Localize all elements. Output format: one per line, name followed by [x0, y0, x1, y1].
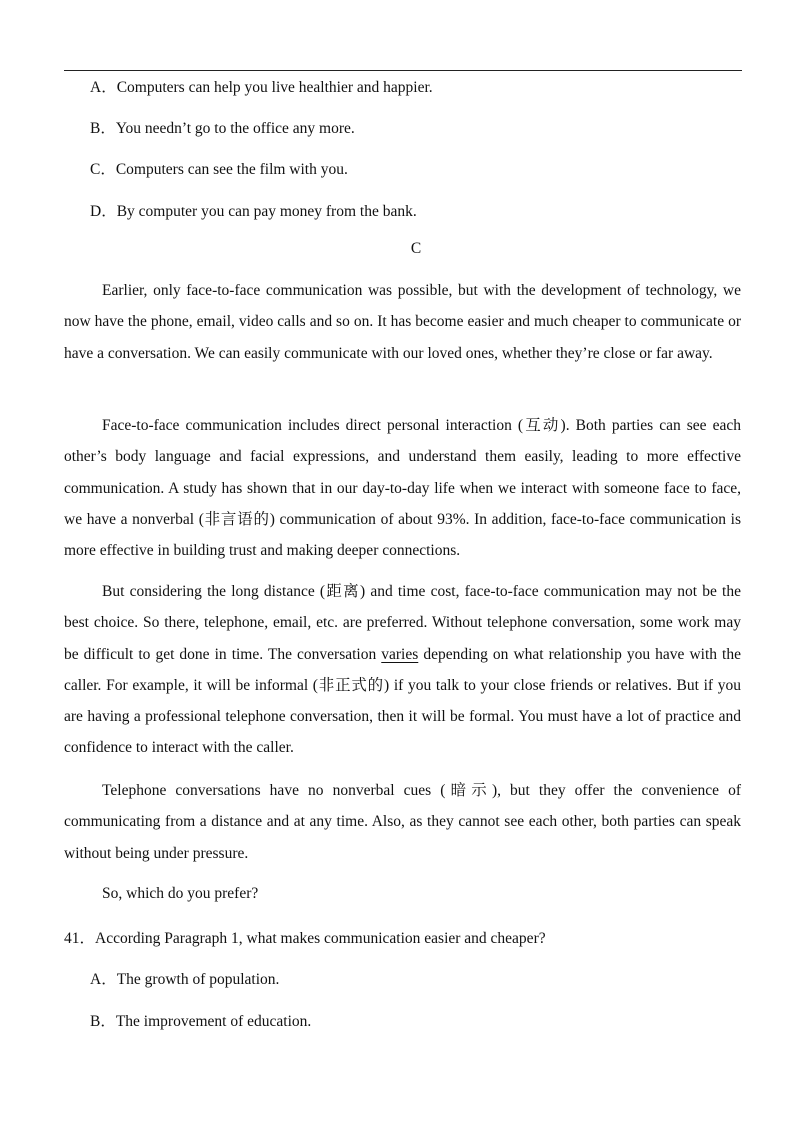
question-41-option-a: A．The growth of population. [90, 971, 280, 988]
prev-option-c: C．Computers can see the film with you. [90, 161, 348, 178]
section-label: C [410, 240, 422, 257]
header-rule [64, 70, 742, 71]
passage-paragraph-1: Earlier, only face-to-face communication was possible, but with the development of technology, we now have the phone, email, video calls and so on. It has become easier and much cheaper to communicate or have a conversation. We can easily communicate with our loved ones, whether they’re close or far away. [64, 282, 741, 362]
passage-paragraph-4: Telephone conversations have no nonverbal cues (暗示), but they offer the convenience of communicating from a distance and at any time. Also, as they cannot see each other, both parties can speak without being under pressure. [64, 782, 741, 862]
passage-paragraph-3 [64, 576, 741, 764]
prev-option-a: A．Computers can help you live healthier and happier. [90, 79, 433, 96]
question-41-option-b: B．The improvement of education. [90, 1013, 312, 1030]
question-41-stem: 41．According Paragraph 1, what makes communication easier and cheaper? [64, 930, 546, 947]
paragraph-3-start: But considering the long distance (距离) and time cost, face-to-face communication may not be the best choice. So there, telephone, email, etc. are preferred. Without telephone conversation, some work may be difficult to get done in time. The conversation [64, 583, 741, 663]
underlined-word: varies [381, 645, 419, 663]
passage-paragraph-2: Face-to-face communication includes direct personal interaction (互动). Both parties can see each other’s body language and facial expressions, and understand them easily, leading to more effective communication. A study has shown that in our day-to-day life when we interact with someone face to face, we have a nonverbal (非言语的) communication of about 93%. In addition, face-to-face communication is more effective in building trust and making deeper connections. [64, 417, 741, 560]
prev-option-d: D．By computer you can pay money from the bank. [90, 203, 417, 220]
passage-paragraph-5: So, which do you prefer? [102, 885, 259, 902]
paragraph-3-end: depending on what relationship you have with the caller. For example, it will be informal (非正式的) if you talk to your close friends or relatives. But if you are having a professional telephone conversation, then it will be formal. You must have a lot of practice and confidence to interact with the caller. [64, 645, 741, 757]
prev-option-b: B．You needn’t go to the office any more. [90, 120, 355, 137]
